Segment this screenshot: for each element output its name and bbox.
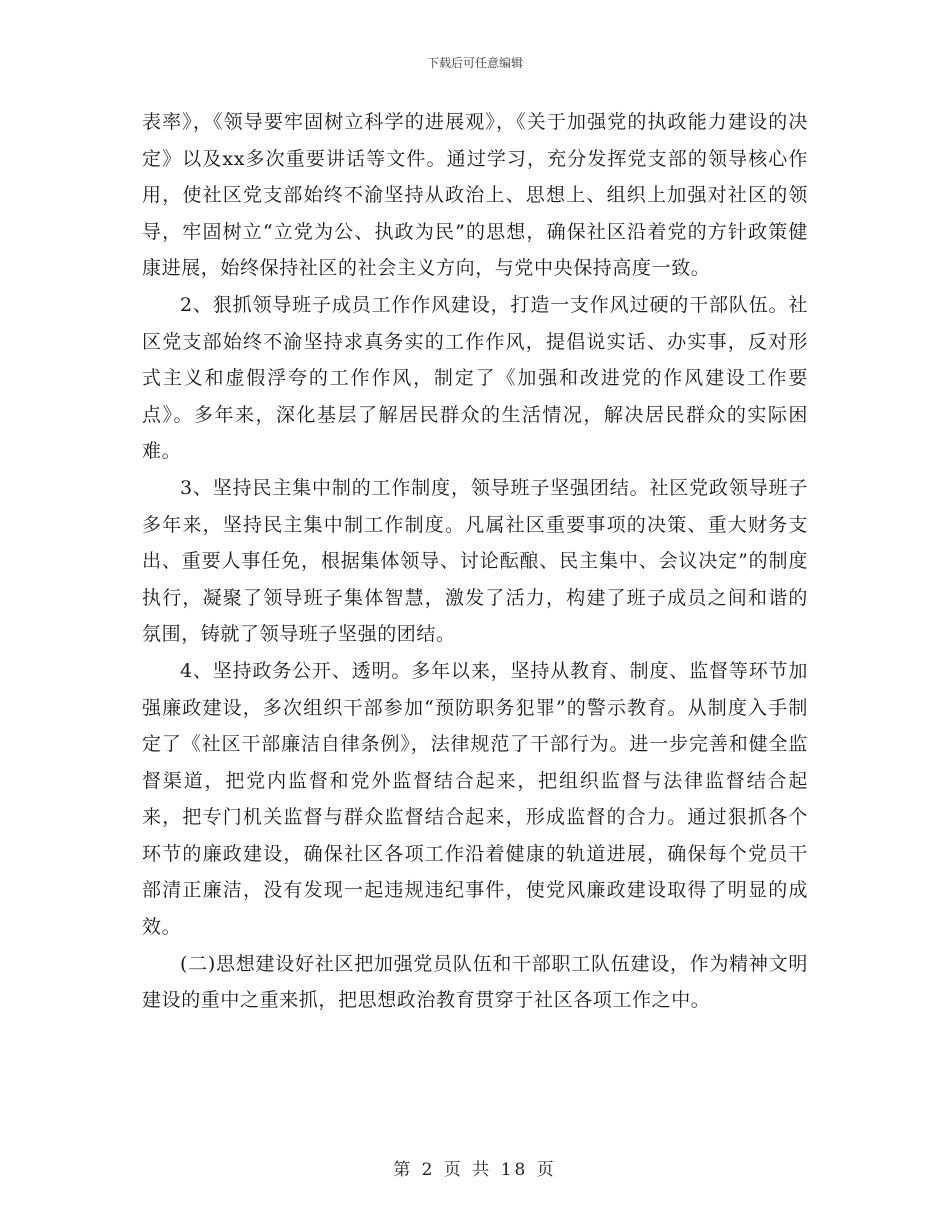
- page-number-footer: 第 2 页 共 18 页: [393, 1160, 557, 1180]
- paragraph-4: 4、坚持政务公开、透明。多年以来，坚持从教育、制度、监督等环节加强廉政建设，多次组织干部参加“预防职务犯罪”的警示教育。从制度入手制定了《社区干部廉洁自律条例》，法律规范了干部行为。进一步完善和健全监督渠道，把党内监督和党外监督结合起来，把组织监督与法律监督结合起来，把专门机关监督与群众监督结合起来，形成监督的合力。通过狠抓各个环节的廉政建设，确保社区各项工作沿着健康的轨道进展，确保每个党员干部清正廉洁，没有发现一起违规违纪事件，使党风廉政建设取得了明显的成效。: [142, 659, 808, 939]
- page-header-note: 下载后可任意编辑: [426, 56, 523, 70]
- paragraph-2: 2、狠抓领导班子成员工作作风建设，打造一支作风过硬的干部队伍。社区党支部始终不渝坚持求真务实的工作作风，提倡说实话、办实事，反对形式主义和虚假浮夸的工作作风，制定了《加强和改进党的作风建设工作要点》。多年来，深化基层了解居民群众的生活情况，解决居民群众的实际困难。: [142, 293, 808, 463]
- paragraph-5: (二)思想建设好社区把加强党员队伍和干部职工队伍建设，作为精神文明建设的重中之重来抓，把思想政治教育贯穿于社区各项工作之中。: [142, 952, 808, 1012]
- document-body: [142, 104, 808, 1019]
- paragraph-1: 表率》，《领导要牢固树立科学的进展观》，《关于加强党的执政能力建设的决定》以及xx多次重要讲话等文件。通过学习，充分发挥党支部的领导核心作用，使社区党支部始终不渝坚持从政治上、思想上、组织上加强对社区的领导，牢固树立“立党为公、执政为民”的思想，确保社区沿着党的方针政策健康进展，始终保持社区的社会主义方向，与党中央保持高度一致。: [142, 111, 808, 280]
- paragraph-3: 3、坚持民主集中制的工作制度，领导班子坚强团结。社区党政领导班子多年来，坚持民主集中制工作制度。凡属社区重要事项的决策、重大财务支出、重要人事任免，根据集体领导、讨论酝酿、民主集中、会议决定”的制度执行，凝聚了领导班子集体智慧，激发了活力，构建了班子成员之间和谐的氛围，铸就了领导班子坚强的团结。: [142, 476, 808, 646]
